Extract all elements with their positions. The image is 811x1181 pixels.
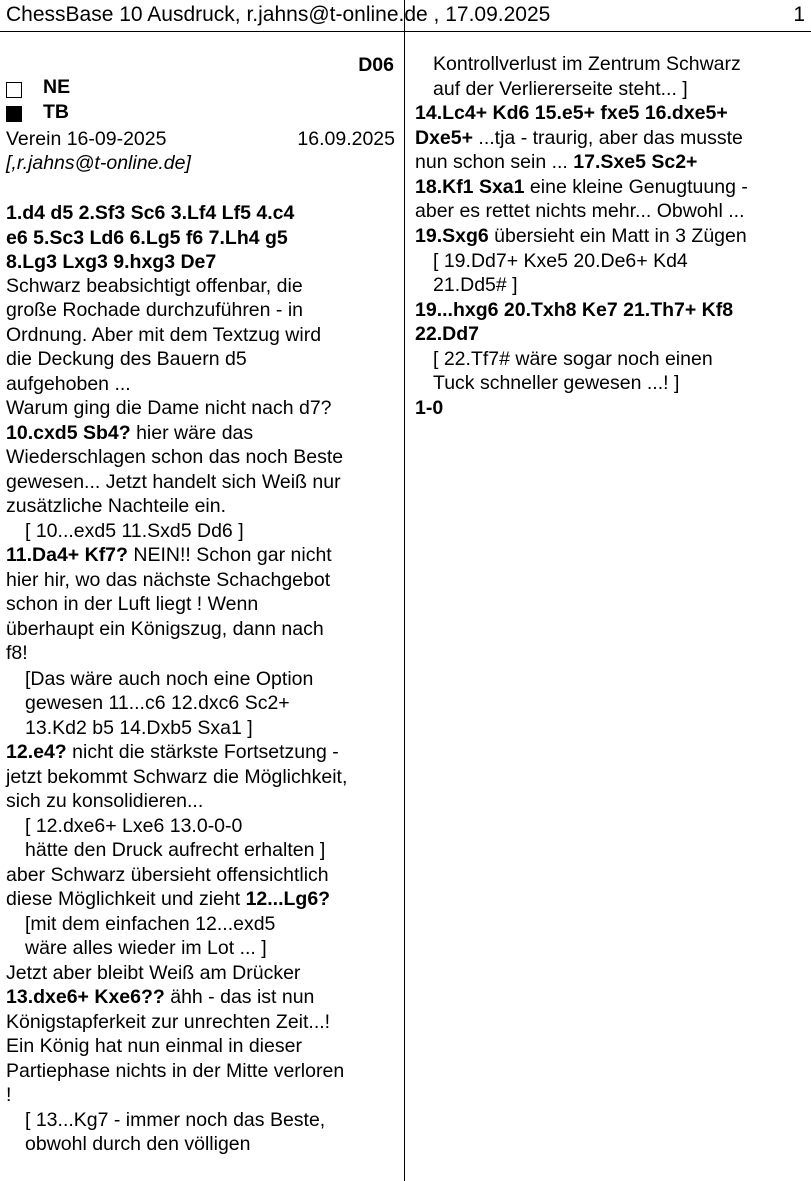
black-square-icon <box>6 106 22 122</box>
moves-line: 22.Dd7 <box>415 323 479 345</box>
game-date: 16.09.2025 <box>297 128 395 150</box>
move-text: Dxe5+ <box>415 127 474 149</box>
variation-line: [ 12.dxe6+ Lxe6 13.0-0-0 <box>25 815 243 837</box>
comment-line: aber es rettet nichts mehr... Obwohl ... <box>415 200 745 222</box>
move-text: 12.e4? <box>6 741 67 763</box>
event-name: Verein 16-09-2025 <box>6 128 167 150</box>
variation-line: obwohl durch den völligen <box>25 1133 251 1155</box>
variation-line: [mit dem einfachen 12...exd5 <box>25 913 276 935</box>
comment-line: schon in der Luft liegt ! Wenn <box>6 593 259 615</box>
comment-line: aber Schwarz übersieht offensichtlich <box>6 864 329 886</box>
header-title: ChessBase 10 Ausdruck, r.jahns@t-online.de , 17.09.2025 <box>6 3 551 26</box>
comment-line: Königstapferkeit zur unrechten Zeit...! <box>6 1011 331 1033</box>
comment-line: Schwarz beabsichtigt offenbar, die <box>6 275 303 297</box>
mixed-line <box>6 543 332 568</box>
variation-line: [ 13...Kg7 - immer noch das Beste, <box>25 1109 326 1131</box>
comment-line: Warum ging die Dame nicht nach d7? <box>6 397 332 419</box>
game-result: 1-0 <box>415 397 444 419</box>
moves-line: 8.Lg3 Lxg3 9.hxg3 De7 <box>6 251 217 273</box>
left-column <box>0 0 405 1181</box>
white-player: NE <box>43 76 71 98</box>
variation-line: auf der Verliererseite steht... ] <box>433 78 688 100</box>
comment-text: nicht die stärkste Fortsetzung - <box>66 741 339 763</box>
mixed-line <box>6 985 314 1010</box>
comment-line: überhaupt ein Königszug, dann nach <box>6 618 324 640</box>
move-text: 11.Da4+ Kf7? <box>6 544 128 566</box>
mixed-line <box>415 150 697 175</box>
comment-line: f8! <box>6 642 28 664</box>
mixed-line <box>6 887 330 912</box>
comment-text: hier wäre das <box>130 422 254 444</box>
mixed-line <box>415 175 748 200</box>
annotator: [,r.jahns@t-online.de] <box>6 152 191 174</box>
comment-line: Partiephase nichts in der Mitte verloren <box>6 1060 345 1082</box>
comment-text: ähh - das ist nun <box>164 986 315 1008</box>
move-text: 19.Sxg6 <box>415 225 489 247</box>
variation-line: [Das wäre auch noch eine Option <box>25 668 314 690</box>
comment-line: zusätzliche Nachteile ein. <box>6 495 227 517</box>
comment-line: Ordnung. Aber mit dem Textzug wird <box>6 324 322 346</box>
move-text: 17.Sxe5 Sc2+ <box>573 151 698 173</box>
comment-text: eine kleine Genugtuung - <box>524 176 748 198</box>
comment-line: große Rochade durchzuführen - in <box>6 299 304 321</box>
moves-line: 19...hxg6 20.Txh8 Ke7 21.Th7+ Kf8 <box>415 299 734 321</box>
variation-line: [ 19.Dd7+ Kxe5 20.De6+ Kd4 <box>433 250 688 272</box>
variation-line: hätte den Druck aufrecht erhalten ] <box>25 839 326 861</box>
comment-line: Jetzt aber bleibt Weiß am Drücker <box>6 962 301 984</box>
variation-line: wäre alles wieder im Lot ... ] <box>25 937 267 959</box>
mixed-line <box>415 224 747 249</box>
comment-line: Wiederschlagen schon das noch Beste <box>6 446 344 468</box>
black-player: TB <box>43 101 69 123</box>
mixed-line <box>6 740 339 765</box>
comment-line: die Deckung des Bauern d5 <box>6 348 247 370</box>
moves-line: e6 5.Sc3 Ld6 6.Lg5 f6 7.Lh4 g5 <box>6 227 288 249</box>
move-text: 10.cxd5 Sb4? <box>6 422 131 444</box>
moves-line: 14.Lc4+ Kd6 15.e5+ fxe5 16.dxe5+ <box>415 102 728 124</box>
variation-line: 13.Kd2 b5 14.Dxb5 Sxa1 ] <box>25 717 253 739</box>
move-text: 18.Kf1 Sxa1 <box>415 176 525 198</box>
mixed-line <box>6 421 253 446</box>
comment-line: gewesen... Jetzt handelt sich Weiß nur <box>6 471 341 493</box>
comment-line: sich zu konsolidieren... <box>6 790 204 812</box>
variation-line: Tuck schneller gewesen ...! ] <box>433 372 680 394</box>
comment-text: diese Möglichkeit und zieht <box>6 888 246 910</box>
comment-line: aufgehoben ... <box>6 373 131 395</box>
comment-text: übersieht ein Matt in 3 Zügen <box>488 225 747 247</box>
comment-line: jetzt bekommt Schwarz die Möglichkeit, <box>6 766 348 788</box>
eco-code: D06 <box>358 54 394 76</box>
comment-text: ...tja - traurig, aber das musste <box>473 127 743 149</box>
moves-line: 1.d4 d5 2.Sf3 Sc6 3.Lf4 Lf5 4.c4 <box>6 202 295 224</box>
comment-line: hier hir, wo das nächste Schachgebot <box>6 569 331 591</box>
move-text: 13.dxe6+ Kxe6?? <box>6 986 165 1008</box>
variation-line: Kontrollverlust im Zentrum Schwarz <box>433 53 741 75</box>
variation-line: [ 10...exd5 11.Sxd5 Dd6 ] <box>25 520 244 542</box>
mixed-line <box>415 126 743 151</box>
variation-line: [ 22.Tf7# wäre sogar noch einen <box>433 348 713 370</box>
comment-text: NEIN!! Schon gar nicht <box>127 544 332 566</box>
variation-line: 21.Dd5# ] <box>433 274 518 296</box>
white-square-icon <box>6 82 22 98</box>
comment-line: ! <box>6 1084 12 1106</box>
right-column <box>406 0 811 1181</box>
page-number: 1 <box>793 3 805 26</box>
comment-text: nun schon sein ... <box>415 151 574 173</box>
comment-line: Ein König hat nun einmal in dieser <box>6 1035 302 1057</box>
variation-line: gewesen 11...c6 12.dxc6 Sc2+ <box>25 692 290 714</box>
move-text: 12...Lg6? <box>245 888 331 910</box>
